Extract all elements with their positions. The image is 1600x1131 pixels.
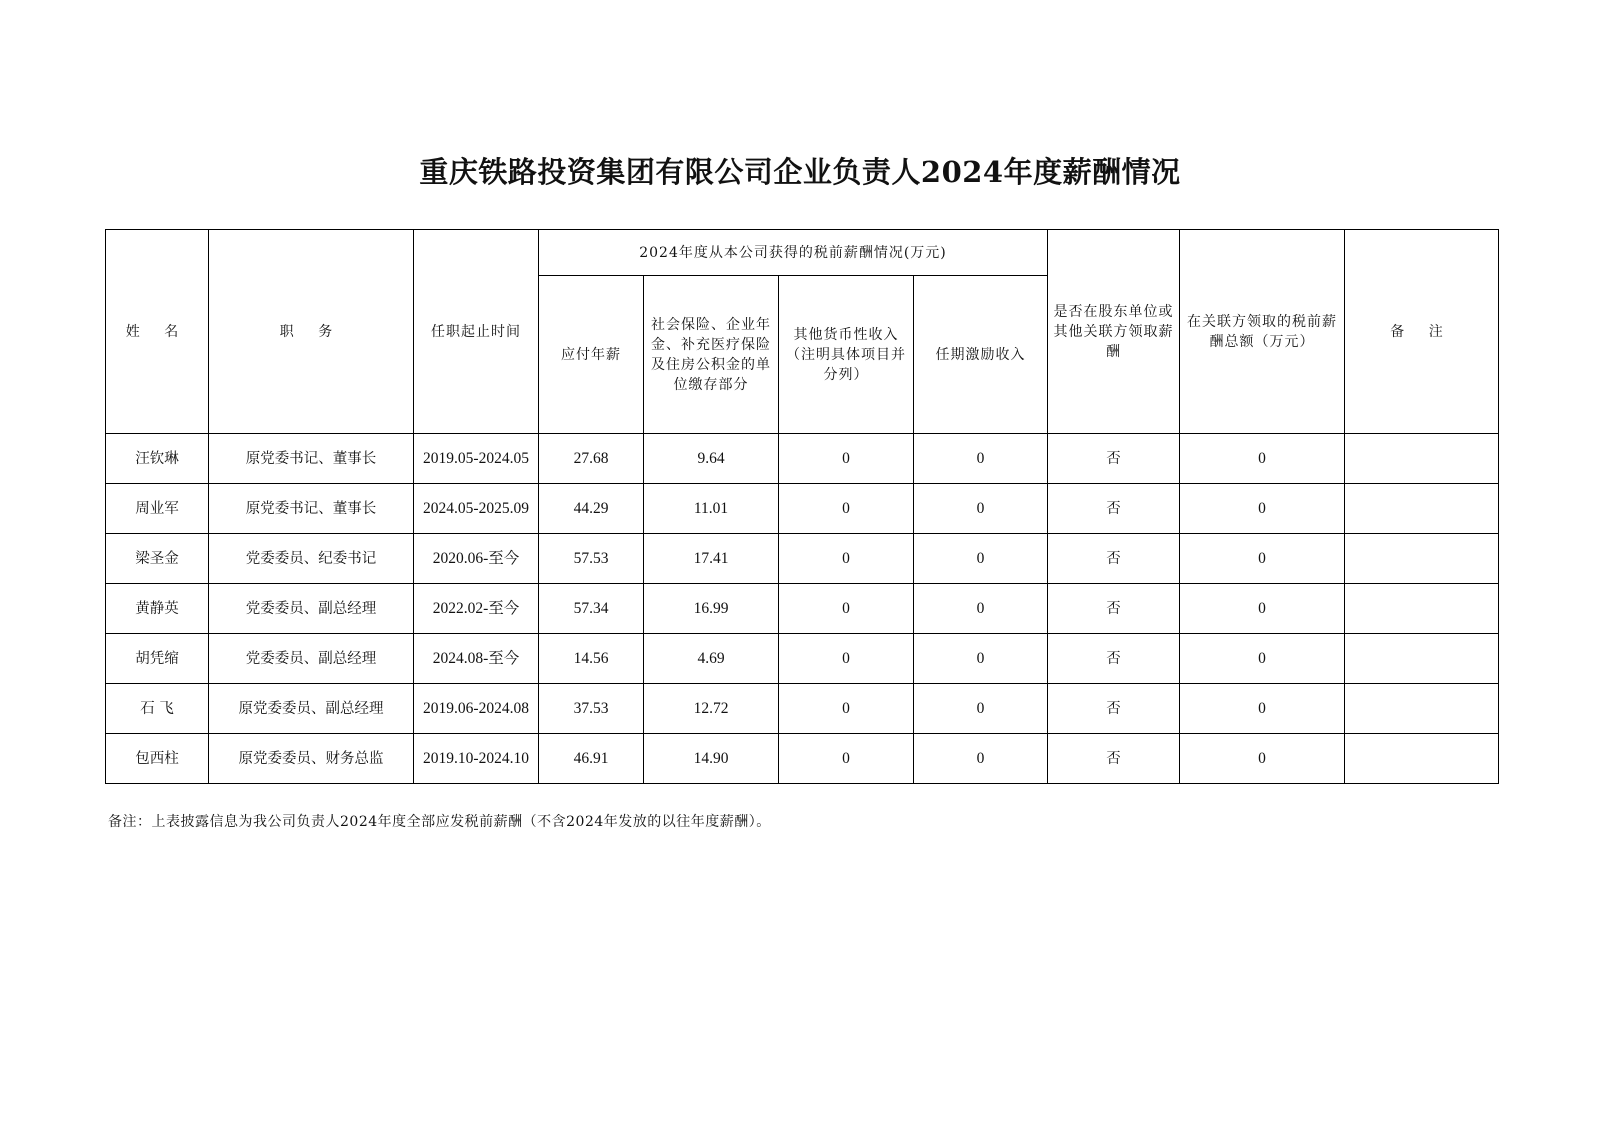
cell-term: 2024.05-2025.09 (414, 484, 539, 534)
cell-name: 包西柱 (106, 734, 209, 784)
header-pretax-group: 2024年度从本公司获得的税前薪酬情况(万元) (539, 230, 1048, 276)
cell-name: 黄静英 (106, 584, 209, 634)
cell-position: 党委委员、纪委书记 (209, 534, 414, 584)
cell-other-income: 0 (779, 534, 914, 584)
header-remarks: 备 注 (1345, 230, 1499, 434)
cell-related-party: 否 (1048, 734, 1180, 784)
table-row (106, 584, 1499, 634)
cell-annual-salary: 46.91 (539, 734, 644, 784)
cell-term: 2024.08-至今 (414, 634, 539, 684)
footnote: 备注：上表披露信息为我公司负责人2024年度全部应发税前薪酬（不含2024年发放的以往年度薪酬）。 (108, 814, 771, 830)
header-term: 任职起止时间 (414, 230, 539, 434)
cell-incentive: 0 (914, 484, 1048, 534)
cell-related-party: 否 (1048, 684, 1180, 734)
cell-name: 汪钦琳 (106, 434, 209, 484)
cell-related-total: 0 (1180, 734, 1345, 784)
cell-related-party: 否 (1048, 434, 1180, 484)
cell-annual-salary: 44.29 (539, 484, 644, 534)
cell-remarks (1345, 434, 1499, 484)
cell-name: 石 飞 (106, 684, 209, 734)
cell-other-income: 0 (779, 634, 914, 684)
cell-other-income: 0 (779, 584, 914, 634)
cell-social-insurance: 17.41 (644, 534, 779, 584)
cell-remarks (1345, 584, 1499, 634)
cell-term: 2022.02-至今 (414, 584, 539, 634)
header-position: 职 务 (209, 230, 414, 434)
cell-term: 2019.10-2024.10 (414, 734, 539, 784)
cell-annual-salary: 57.53 (539, 534, 644, 584)
table-row (106, 534, 1499, 584)
cell-other-income: 0 (779, 734, 914, 784)
cell-other-income: 0 (779, 484, 914, 534)
cell-position: 原党委书记、董事长 (209, 434, 414, 484)
cell-position: 党委委员、副总经理 (209, 584, 414, 634)
cell-remarks (1345, 684, 1499, 734)
cell-social-insurance: 11.01 (644, 484, 779, 534)
cell-position: 党委委员、副总经理 (209, 634, 414, 684)
cell-related-party: 否 (1048, 484, 1180, 534)
cell-annual-salary: 14.56 (539, 634, 644, 684)
cell-social-insurance: 14.90 (644, 734, 779, 784)
cell-term: 2020.06-至今 (414, 534, 539, 584)
cell-term: 2019.05-2024.05 (414, 434, 539, 484)
header-other-income: 其他货币性收入（注明具体项目并分列） (779, 276, 914, 434)
cell-incentive: 0 (914, 684, 1048, 734)
cell-related-party: 否 (1048, 584, 1180, 634)
header-social-insurance: 社会保险、企业年金、补充医疗保险及住房公积金的单位缴存部分 (644, 276, 779, 434)
cell-other-income: 0 (779, 684, 914, 734)
cell-incentive: 0 (914, 534, 1048, 584)
cell-name: 胡凭缩 (106, 634, 209, 684)
cell-incentive: 0 (914, 634, 1048, 684)
cell-social-insurance: 4.69 (644, 634, 779, 684)
cell-incentive: 0 (914, 734, 1048, 784)
cell-incentive: 0 (914, 434, 1048, 484)
cell-remarks (1345, 734, 1499, 784)
cell-remarks (1345, 534, 1499, 584)
cell-related-total: 0 (1180, 684, 1345, 734)
header-related-total: 在关联方领取的税前薪酬总额（万元） (1180, 230, 1345, 434)
table-row (106, 434, 1499, 484)
cell-social-insurance: 12.72 (644, 684, 779, 734)
table-row (106, 634, 1499, 684)
cell-related-party: 否 (1048, 634, 1180, 684)
cell-related-total: 0 (1180, 484, 1345, 534)
cell-remarks (1345, 634, 1499, 684)
cell-other-income: 0 (779, 434, 914, 484)
header-incentive: 任期激励收入 (914, 276, 1048, 434)
cell-position: 原党委委员、财务总监 (209, 734, 414, 784)
document-title: 重庆铁路投资集团有限公司企业负责人2024年度薪酬情况 (419, 155, 1181, 189)
cell-related-total: 0 (1180, 434, 1345, 484)
cell-related-total: 0 (1180, 634, 1345, 684)
cell-remarks (1345, 484, 1499, 534)
table-row (106, 484, 1499, 534)
cell-term: 2019.06-2024.08 (414, 684, 539, 734)
cell-related-total: 0 (1180, 534, 1345, 584)
header-related-party: 是否在股东单位或其他关联方领取薪酬 (1048, 230, 1180, 434)
table-row (106, 734, 1499, 784)
cell-social-insurance: 9.64 (644, 434, 779, 484)
cell-annual-salary: 37.53 (539, 684, 644, 734)
cell-annual-salary: 27.68 (539, 434, 644, 484)
cell-position: 原党委委员、副总经理 (209, 684, 414, 734)
compensation-table (105, 229, 1499, 784)
cell-social-insurance: 16.99 (644, 584, 779, 634)
cell-related-party: 否 (1048, 534, 1180, 584)
cell-annual-salary: 57.34 (539, 584, 644, 634)
table-row (106, 684, 1499, 734)
header-annual-salary: 应付年薪 (539, 276, 644, 434)
cell-position: 原党委书记、董事长 (209, 484, 414, 534)
cell-related-total: 0 (1180, 584, 1345, 634)
cell-name: 梁圣金 (106, 534, 209, 584)
cell-incentive: 0 (914, 584, 1048, 634)
header-name: 姓 名 (106, 230, 209, 434)
cell-name: 周业军 (106, 484, 209, 534)
